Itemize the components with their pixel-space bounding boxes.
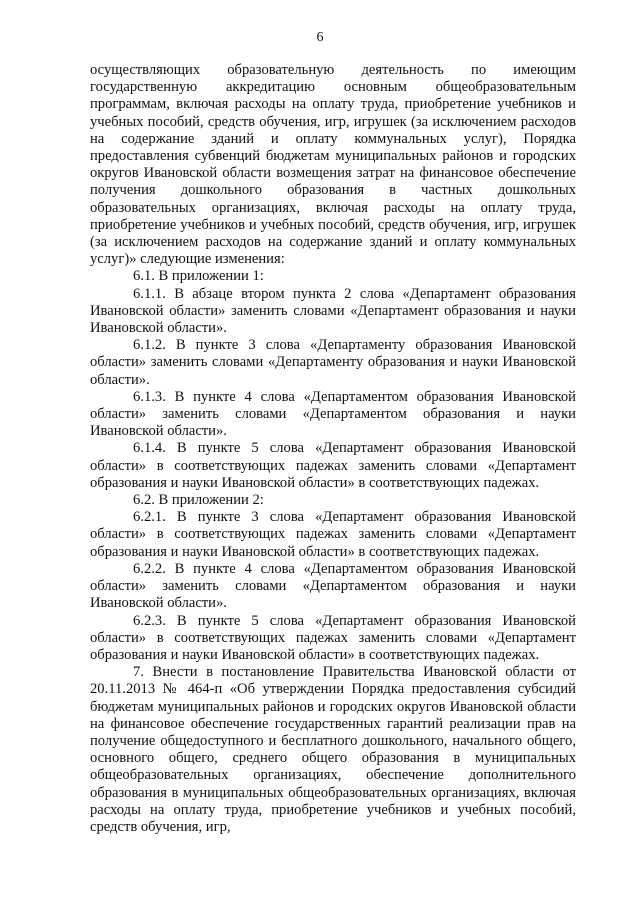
paragraph-6-2: 6.2. В приложении 2: bbox=[133, 492, 264, 509]
document-body bbox=[90, 62, 576, 836]
paragraph-6-2-2: 6.2.2. В пункте 4 слова «Департаментом образования Ивановской области» заменить словами «Департаментом образования и науки Ивановской области». bbox=[90, 560, 576, 612]
paragraph-6-2-3: 6.2.3. В пункте 5 слова «Департамент образования Ивановской области» в соответствующих падежах заменить словами «Департамент образования и науки Ивановской области» в соответствующих падежах. bbox=[90, 612, 576, 663]
paragraph-6-1-2: 6.1.2. В пункте 3 слова «Департаменту образования Ивановской области» заменить словами «Департаменту образования и науки Ивановской области». bbox=[90, 337, 576, 388]
paragraph-6-1-3: 6.1.3. В пункте 4 слова «Департаментом образования Ивановской области» заменить словами «Департаментом образования и науки Ивановской области». bbox=[90, 388, 576, 440]
paragraph-6-2-1: 6.2.1. В пункте 3 слова «Департамент образования Ивановской области» в соответствующих падежах заменить словами «Департамент образования и науки Ивановской области» в соответствующих падежах. bbox=[90, 509, 576, 560]
paragraph-6-1: 6.1. В приложении 1: bbox=[133, 268, 264, 285]
paragraph-6-1-1: 6.1.1. В абзаце втором пункта 2 слова «Департамент образования Ивановской области» заменить словами «Департамент образования и науки Ивановской области». bbox=[90, 285, 576, 337]
page-number: 6 bbox=[316, 30, 324, 45]
paragraph-6-1-4: 6.1.4. В пункте 5 слова «Департамент образования Ивановской области» в соответствующих падежах заменить словами «Департамент образования и науки Ивановской области» в соответствующих падежах. bbox=[90, 440, 576, 491]
paragraph-continuation: осуществляющих образовательную деятельность по имеющим государственную аккредитацию основным общеобразовательным программам, включая расходы на оплату труда, приобретение учебников и учебных пособий, средств обучения, игр, игрушек (за исключением расходов на содержание зданий и оплату коммунальных услуг), Порядка предоставления субвенций бюджетам муниципальных районов и городских округов Ивановской области возмещения затрат на финансовое обеспечение получения дошкольного образования в частных дошкольных образовательных организациях, включая расходы на оплату труда, приобретение учебников и учебных пособий, средств обучения, игр, игрушек (за исключением расходов на содержание зданий и оплату коммунальных услуг)» следующие изменения: bbox=[90, 62, 576, 268]
paragraph-7: 7. Внести в постановление Правительства Ивановской области от 20.11.2013 № 464-п «Об утверждении Порядка предоставления субсидий бюджетам муниципальных районов и городских округов Ивановской области на финансовое обеспечение государственных гарантий реализации прав на получение общедоступного и бесплатного дошкольного, начального общего, основного общего, среднего общего образования в муниципальных общеобразовательных организациях, обеспечение дополнительного образования в муниципальных общеобразовательных организациях, включая расходы на оплату труда, приобретение учебников и учебных пособий, средств обучения, игр, bbox=[90, 664, 576, 835]
